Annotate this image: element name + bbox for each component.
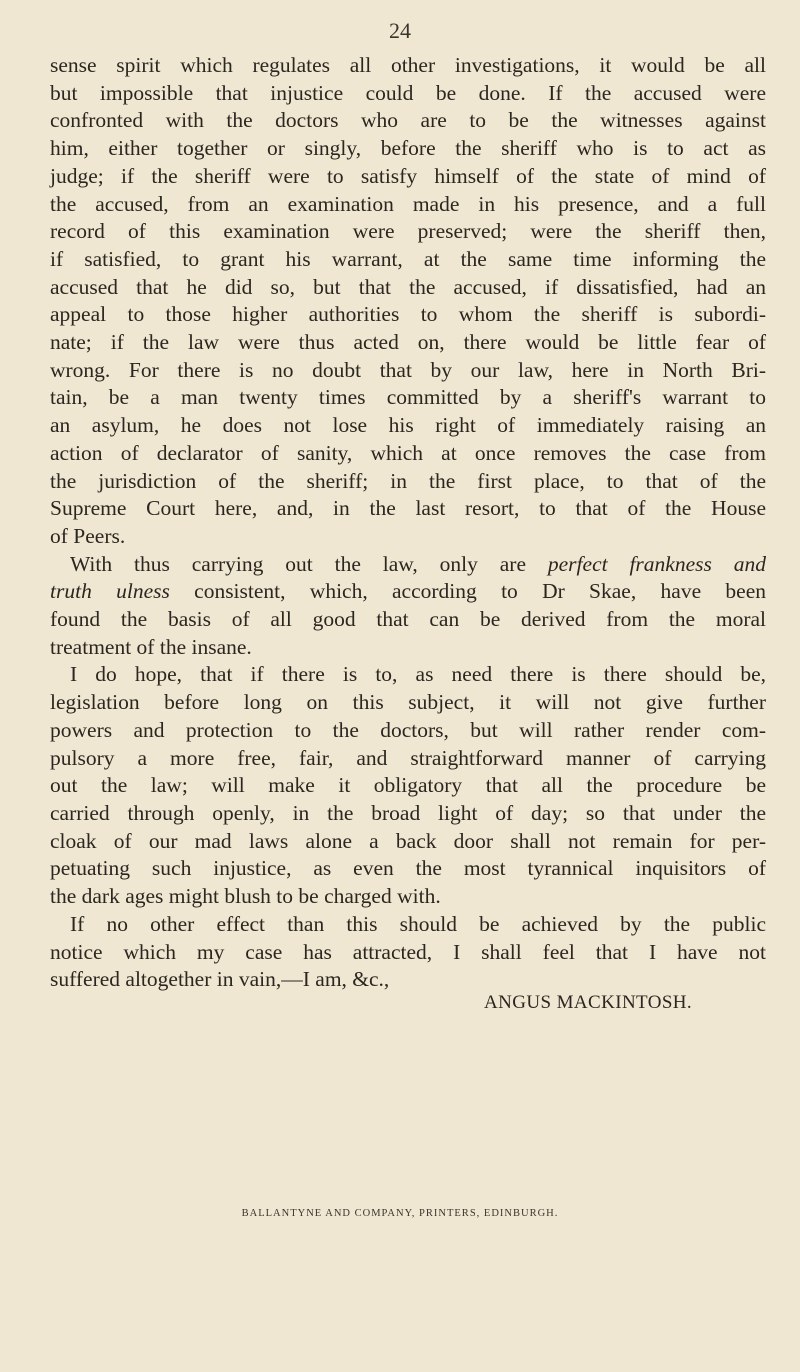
text-line: the accused, from an examination made in his presence, and a full bbox=[50, 191, 766, 216]
text-line: the dark ages might blush to be charged with. bbox=[50, 884, 441, 909]
text-line: action of declarator of sanity, which at once removes the case from bbox=[50, 440, 766, 465]
text-line bbox=[50, 551, 766, 579]
text-line: notice which my case has attracted, I shall feel that I have not bbox=[50, 939, 766, 964]
text-line: if satisfied, to grant his warrant, at the same time informing the bbox=[50, 246, 766, 271]
text-line: judge; if the sheriff were to satisfy himself of the state of mind of bbox=[50, 163, 766, 188]
text-line: cloak of our mad laws alone a back door shall not remain for per- bbox=[50, 828, 766, 853]
page-number: 24 bbox=[389, 18, 411, 43]
text-run: With thus carrying out the law, only are bbox=[70, 551, 548, 576]
text-line: appeal to those higher authorities to whom the sheriff is subordi- bbox=[50, 302, 766, 327]
text-line: found the basis of all good that can be derived from the moral bbox=[50, 607, 766, 632]
text-line: an asylum, he does not lose his right of immediately raising an bbox=[50, 413, 766, 438]
text-line: out the law; will make it obligatory that all the procedure be bbox=[50, 773, 766, 798]
text-line: Supreme Court here, and, in the last resort, to that of the House bbox=[50, 496, 766, 521]
body-text bbox=[50, 52, 766, 994]
text-line: him, either together or singly, before the sheriff who is to act as bbox=[50, 136, 766, 161]
text-line: of Peers. bbox=[50, 523, 126, 548]
paragraph-1 bbox=[50, 52, 766, 551]
text-run: consistent, which, according to Dr Skae, have been bbox=[169, 579, 766, 604]
text-line: carried through openly, in the broad light of day; so that under the bbox=[50, 800, 766, 825]
paragraph-2 bbox=[50, 551, 766, 662]
text-line: treatment of the insane. bbox=[50, 634, 252, 659]
italic-text: perfect frankness and bbox=[547, 551, 767, 576]
text-line: tain, be a man twenty times committed by a sheriff's warrant to bbox=[50, 385, 766, 410]
paragraph-3 bbox=[50, 661, 766, 910]
italic-text: truth ulness bbox=[50, 579, 170, 604]
signature: ANGUS MACKINTOSH. bbox=[484, 992, 693, 1013]
text-line: powers and protection to the doctors, but will rather render com- bbox=[50, 717, 766, 742]
paragraph-4 bbox=[50, 911, 766, 994]
printer-imprint: BALLANTYNE AND COMPANY, PRINTERS, EDINBURGH. bbox=[241, 1208, 559, 1219]
text-line bbox=[50, 578, 766, 606]
text-line: wrong. For there is no doubt that by our law, here in North Bri- bbox=[50, 357, 766, 382]
text-line: suffered altogether in vain,—I am, &c., bbox=[50, 967, 390, 992]
text-line: I do hope, that if there is to, as need there is there should be, bbox=[70, 662, 766, 687]
text-line: but impossible that injustice could be done. If the accused were bbox=[50, 80, 766, 105]
text-line: petuating such injustice, as even the most tyrannical inquisitors of bbox=[50, 856, 766, 881]
text-line: confronted with the doctors who are to be the witnesses against bbox=[50, 108, 766, 133]
text-line: sense spirit which regulates all other investigations, it would be all bbox=[50, 53, 766, 77]
text-line: record of this examination were preserved; were the sheriff then, bbox=[50, 219, 766, 244]
text-line: nate; if the law were thus acted on, there would be little fear of bbox=[50, 330, 766, 355]
text-line: pulsory a more free, fair, and straightforward manner of carrying bbox=[50, 745, 766, 770]
text-line: If no other effect than this should be achieved by the public bbox=[70, 911, 766, 936]
text-line: the jurisdiction of the sheriff; in the first place, to that of the bbox=[50, 468, 766, 493]
text-line: legislation before long on this subject, it will not give further bbox=[50, 690, 766, 715]
text-line: accused that he did so, but that the accused, if dissatisfied, had an bbox=[50, 274, 766, 299]
